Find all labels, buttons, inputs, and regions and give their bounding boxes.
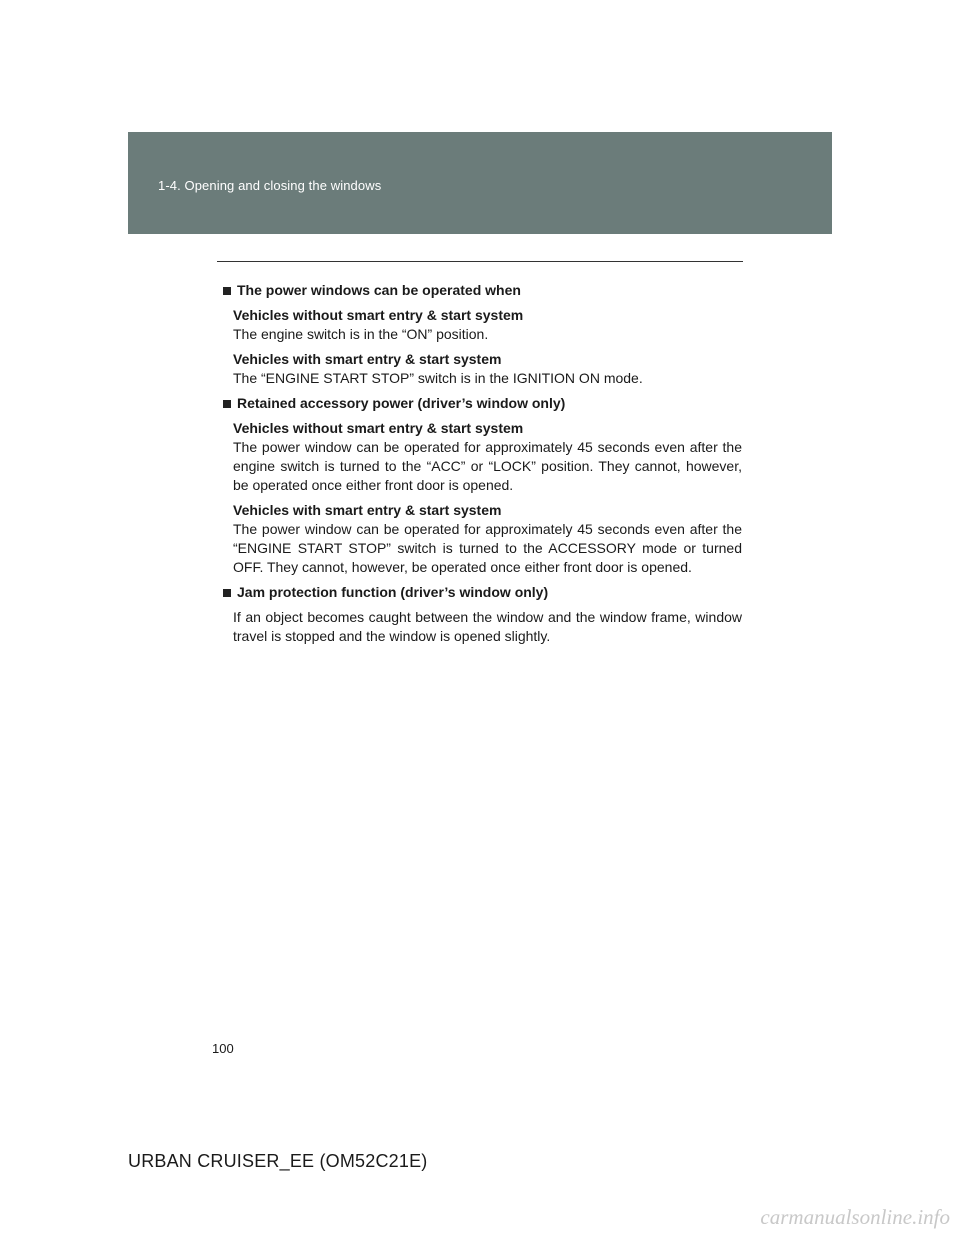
section-heading (219, 583, 742, 602)
section-heading (219, 394, 742, 413)
subheading: Vehicles without smart entry & start system (233, 307, 524, 323)
header-band (128, 132, 832, 234)
square-bullet-icon (223, 589, 231, 597)
subheading: Vehicles without smart entry & start system (233, 420, 524, 436)
section-heading-text: The power windows can be operated when (237, 282, 521, 298)
content-block (233, 608, 742, 646)
section-heading (219, 281, 742, 300)
watermark: carmanualsonline.info (760, 1205, 950, 1229)
body-text: The “ENGINE START STOP” switch is in the IGNITION ON mode. (233, 370, 643, 386)
square-bullet-icon (223, 287, 231, 295)
section-title: 1-4. Opening and closing the windows (158, 178, 382, 193)
body-text: The engine switch is in the “ON” position. (233, 326, 489, 342)
body-text: The power window can be operated for approximately 45 seconds even after the engine switch is turned to the “ACC” or “LOCK” position. They cannot, however, be operated once either front door is opened. (233, 439, 742, 493)
main-content (219, 281, 742, 652)
page-number: 100 (212, 1041, 234, 1056)
square-bullet-icon (223, 400, 231, 408)
content-block (233, 501, 742, 577)
content-block (233, 350, 742, 388)
section-heading-text: Jam protection function (driver’s window only) (237, 584, 549, 600)
subheading: Vehicles with smart entry & start system (233, 502, 502, 518)
subheading: Vehicles with smart entry & start system (233, 351, 502, 367)
section-heading-text: Retained accessory power (driver’s window only) (237, 395, 566, 411)
body-text: The power window can be operated for approximately 45 seconds even after the “ENGINE START STOP” switch is turned to the ACCESSORY mode or turned OFF. They cannot, however, be operated once either front door is opened. (233, 521, 742, 575)
content-block (233, 419, 742, 495)
footer-model-code: URBAN CRUISER_EE (OM52C21E) (128, 1151, 428, 1171)
content-block (233, 306, 742, 344)
body-text: If an object becomes caught between the window and the window frame, window travel is stopped and the window is opened slightly. (233, 609, 742, 644)
divider-rule (217, 261, 743, 262)
